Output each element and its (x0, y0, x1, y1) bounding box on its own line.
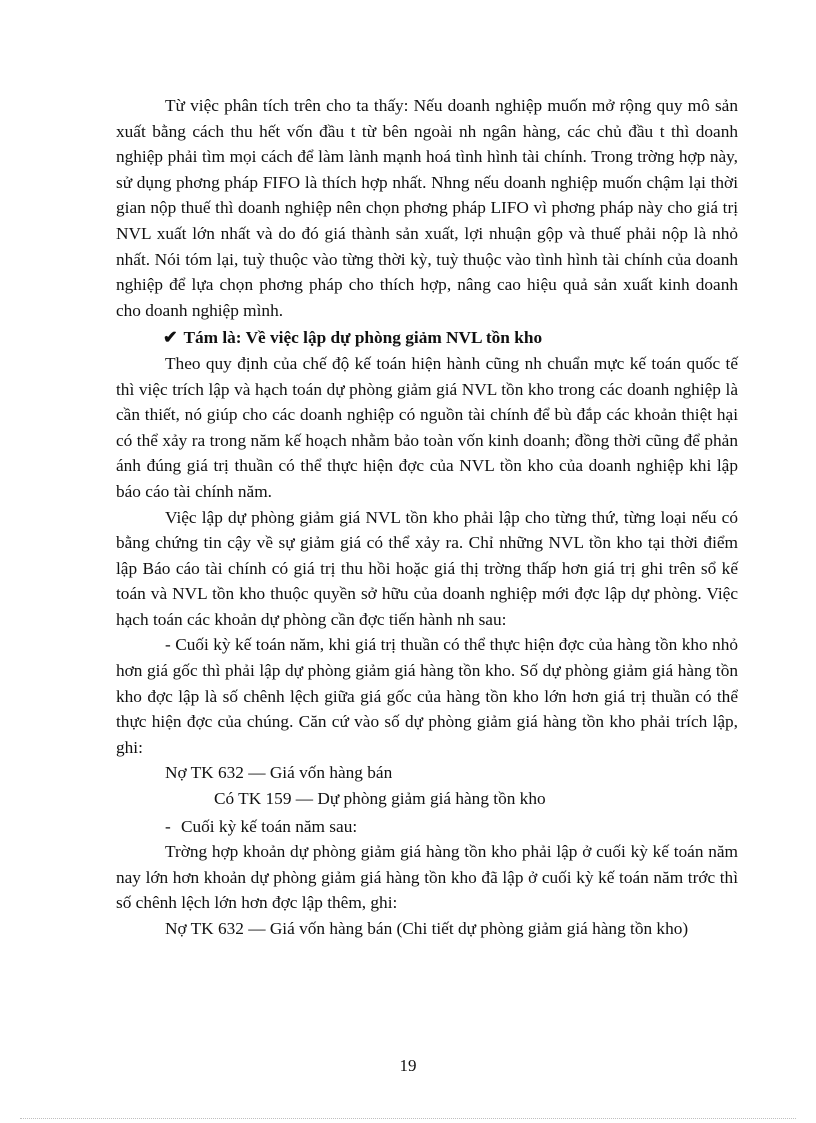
paragraph-provision-conditions: Việc lập dự phòng giảm giá NVL tồn kho phải lập cho từng thứ, từng loại nếu có bằng chứng tin cậy về sự giảm giá có thể xảy ra. Chỉ những NVL tồn kho tại thời điểm lập Báo cáo tài chính có giá trị thu hồi hoặc giá thị trờng thấp hơn giá trị ghi trên sổ kế toán và NVL tồn kho thuộc quyền sở hữu của doanh nghiệp mới đợc lập dự phòng. Việc hạch toán các khoản dự phòng cần đợc tiến hành nh sau: (116, 507, 738, 629)
section-heading (116, 325, 738, 351)
document-body (116, 93, 738, 942)
journal-entry-debit-detail: Nợ TK 632 — Giá vốn hàng bán (Chi tiết dự phòng giảm giá hàng tồn kho) (165, 919, 689, 938)
section-heading-text: Tám là: Về việc lập dự phòng giảm NVL tồn kho (183, 328, 543, 348)
journal-entry-credit: Có TK 159 — Dự phòng giảm giá hàng tồn kho (214, 789, 546, 809)
paragraph-additional-provision: Trờng hợp khoản dự phòng giảm giá hàng tồn kho phải lập ở cuối kỳ kế toán năm nay lớn hơn khoản dự phòng giảm giá hàng tồn kho đã lập ở cuối kỳ kế toán năm trớc thì số chênh lệch lớn hơn đợc lập thêm, ghi: (116, 842, 738, 913)
page-number: 19 (399, 1056, 417, 1075)
dash-bullet-icon: - (165, 816, 171, 836)
checkmark-icon: ✔ (163, 328, 178, 348)
paragraph-year-end-provision: - Cuối kỳ kế toán năm, khi giá trị thuần có thể thực hiện đợc của hàng tồn kho nhỏ hơn giá gốc thì phải lập dự phòng giảm giá hàng tồn kho. Số dự phòng giảm giá hàng tồn kho đợc lập là số chênh lệch giữa giá gốc của hàng tồn kho lớn hơn giá trị thuần có thể thực hiện đợc của chúng. Căn cứ vào số dự phòng giảm giá hàng tồn kho phải trích lập, ghi: (116, 635, 738, 757)
paragraph-regulation: Theo quy định của chế độ kế toán hiện hành cũng nh chuẩn mực kế toán quốc tế thì việc trích lập và hạch toán dự phòng giảm giá NVL tồn kho trong các doanh nghiệp là cần thiết, nó giúp cho các doanh nghiệp có nguồn tài chính để bù đắp các khoản thiệt hại có thể xảy ra trong năm kế hoạch nhằm bảo toàn vốn kinh doanh; đồng thời cũng để phản ánh đúng giá trị thuần có thể thực hiện đợc của NVL tồn kho của doanh nghiệp khi lập báo cáo tài chính năm. (116, 353, 738, 501)
dash-list-item-text: Cuối kỳ kế toán năm sau: (181, 816, 358, 836)
page-bottom-border (20, 1118, 796, 1119)
dash-list-item (116, 814, 738, 840)
paragraph-fifo-lifo-conclusion: Từ việc phân tích trên cho ta thấy: Nếu doanh nghiệp muốn mở rộng quy mô sản xuất bằng cách thu hết vốn đầu t từ bên ngoài nh ngân hàng, các chủ đầu t thì doanh nghiệp phải tìm mọi cách để làm lành mạnh hoá tình hình tài chính. Trong trờng hợp này, sử dụng phơng pháp FIFO là thích hợp nhất. Nhng nếu doanh nghiệp muốn chậm lại thời gian nộp thuế thì doanh nghiệp nên chọn phơng pháp LIFO vì phơng pháp này cho giá trị NVL xuất lớn nhất và do đó giá thành sản xuất, lợi nhuận gộp và thuế phải nộp là nhỏ nhất. Nói tóm lại, tuỳ thuộc vào từng thời kỳ, tuỳ thuộc vào tình hình tài chính của doanh nghiệp để lựa chọn phơng pháp cho thích hợp, nâng cao hiệu quả sản xuất kinh doanh cho doanh nghiệp mình. (116, 96, 738, 320)
journal-entry-debit: Nợ TK 632 — Giá vốn hàng bán (165, 763, 393, 783)
